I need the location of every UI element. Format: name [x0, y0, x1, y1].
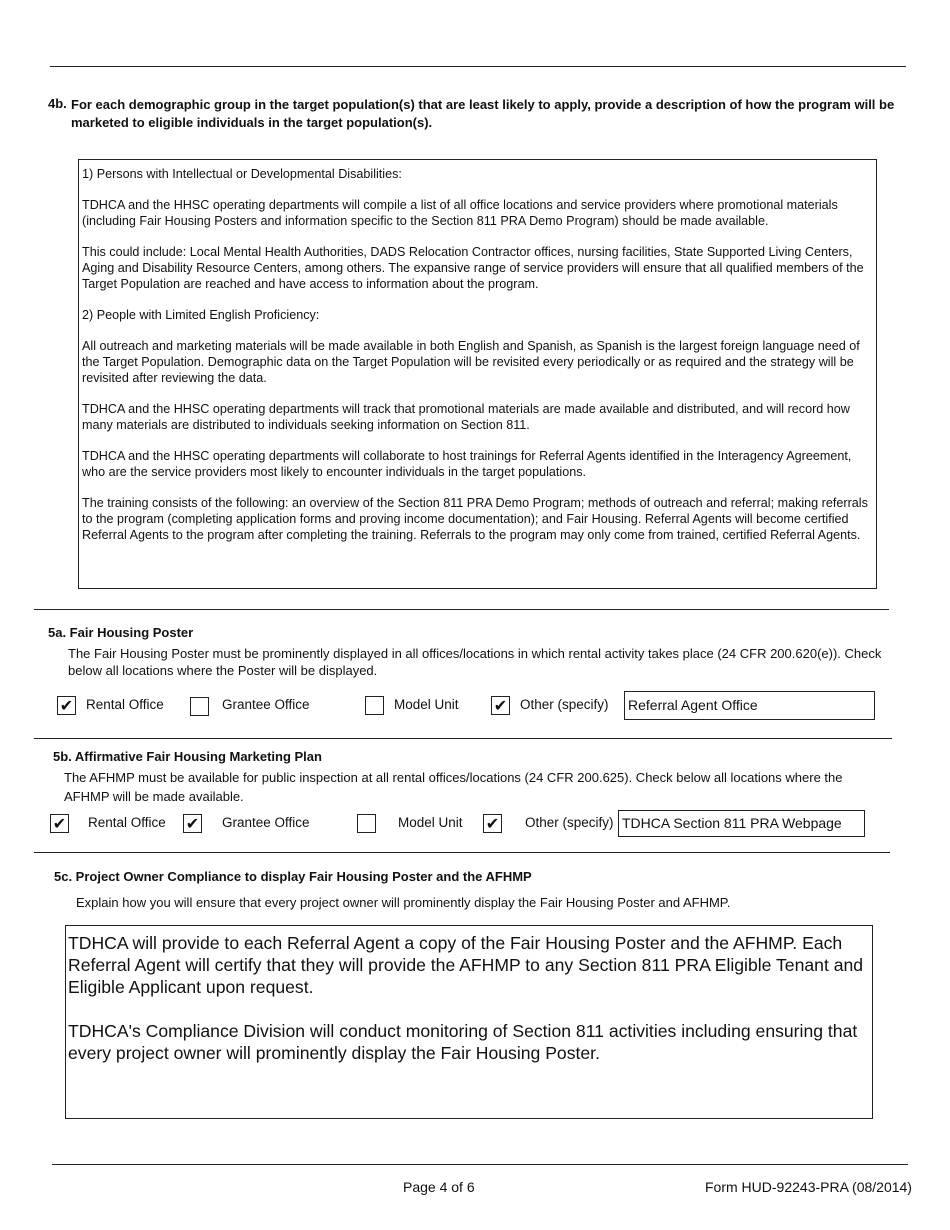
checkbox-5b-other[interactable] [483, 814, 502, 833]
page-number: Page 4 of 6 [403, 1179, 475, 1195]
checkbox-5b-grantee-office-label: Grantee Office [222, 815, 310, 830]
answer-5c-paragraph: TDHCA's Compliance Division will conduct monitoring of Section 811 activities including ensuring that every project owner will prominently display the Fair Housing Poster. [68, 1021, 858, 1063]
checkbox-5a-other-label: Other (specify) [520, 697, 609, 712]
section-5b-instructions: The AFHMP must be available for public inspection at all rental offices/locations (24 CFR 200.625). Check below all locations where the AFHMP will be made available. [64, 770, 843, 804]
checkbox-5b-rental-office[interactable] [50, 814, 69, 833]
answer-4b-textarea[interactable] [78, 159, 877, 589]
question-4b-text: For each demographic group in the target population(s) that are least likely to apply, provide a description of how the program will be marketed to eligible individuals in the target population(s). [71, 97, 895, 130]
checkbox-5b-rental-office-label: Rental Office [88, 815, 166, 830]
section-5a-other-input[interactable]: Referral Agent Office [624, 691, 875, 720]
section-divider [34, 609, 889, 610]
section-5c-instructions: Explain how you will ensure that every project owner will prominently display the Fair Housing Poster and AFHMP. [76, 895, 731, 910]
question-number-4b: 4b. [48, 96, 67, 111]
answer-5c-textarea[interactable] [65, 925, 873, 1119]
top-divider [50, 66, 906, 67]
checkbox-5a-other[interactable] [491, 696, 510, 715]
answer-4b-paragraph: 1) Persons with Intellectual or Developmental Disabilities: [82, 167, 402, 181]
checkbox-5a-rental-office[interactable] [57, 696, 76, 715]
checkbox-5b-grantee-office[interactable] [183, 814, 202, 833]
section-5b-other-input[interactable]: TDHCA Section 811 PRA Webpage [618, 810, 865, 837]
footer-divider [52, 1164, 908, 1165]
section-5b-heading: 5b. Affirmative Fair Housing Marketing Plan [53, 749, 322, 764]
answer-4b-paragraph: All outreach and marketing materials will be made available in both English and Spanish, as Spanish is the largest foreign language need of the Target Population. Demographic data on the Target Population will be revisited every periodically or as required and the strategy will be revisited after reviewing the data. [82, 339, 860, 385]
section-divider [34, 852, 890, 853]
checkbox-5a-model-unit-label: Model Unit [394, 697, 459, 712]
checkbox-5b-model-unit-label: Model Unit [398, 815, 463, 830]
section-5c-heading: 5c. Project Owner Compliance to display Fair Housing Poster and the AFHMP [54, 869, 532, 884]
answer-4b-paragraph: TDHCA and the HHSC operating departments will compile a list of all office locations and service providers where promotional materials (including Fair Housing Posters and information specific to the Section 811 PRA Demo Program) should be made available. [82, 198, 838, 228]
checkbox-5a-grantee-office-label: Grantee Office [222, 697, 310, 712]
checkmark-icon: ✔ [485, 814, 500, 833]
answer-4b-paragraph: 2) People with Limited English Proficiency: [82, 308, 320, 322]
section-divider [34, 738, 892, 739]
section-5a-instructions: The Fair Housing Poster must be prominently displayed in all offices/locations in which rental activity takes place (24 CFR 200.620(e)). Check below all locations where the Poster will be displayed. [68, 646, 882, 678]
checkbox-5a-model-unit[interactable] [365, 696, 384, 715]
checkbox-5b-other-label: Other (specify) [525, 815, 614, 830]
answer-4b-paragraph: This could include: Local Mental Health Authorities, DADS Relocation Contractor offices, nursing facilities, State Supported Living Centers, Aging and Disability Resource Centers, among others. The expansive range of service providers will ensure that all qualified members of the Target Population are reached and have access to information about the program. [82, 245, 864, 291]
checkmark-icon: ✔ [52, 814, 67, 833]
checkmark-icon: ✔ [185, 814, 200, 833]
checkmark-icon: ✔ [59, 696, 74, 715]
form-identifier: Form HUD-92243-PRA (08/2014) [705, 1179, 912, 1195]
answer-4b-paragraph: The training consists of the following: an overview of the Section 811 PRA Demo Program; methods of outreach and referral; making referrals to the program (completing application forms and proving income documentation); and Fair Housing. Referral Agents will become certified Referral Agents to the program after completing the training. Referrals to the program may only come from trained, certified Referral Agents. [82, 496, 868, 542]
checkbox-5b-model-unit[interactable] [357, 814, 376, 833]
answer-5c-paragraph: TDHCA will provide to each Referral Agent a copy of the Fair Housing Poster and the AFHMP. Each Referral Agent will certify that they will provide the AFHMP to any Section 811 PRA Eligible Tenant and Eligible Applicant upon request. [68, 933, 864, 997]
checkbox-5a-grantee-office[interactable] [190, 697, 209, 716]
answer-4b-paragraph: TDHCA and the HHSC operating departments will collaborate to host trainings for Referral Agents identified in the Interagency Agreement, who are the service providers most likely to encounter individuals in the target populations. [82, 449, 852, 479]
section-5a-heading: 5a. Fair Housing Poster [48, 625, 194, 640]
checkbox-5a-rental-office-label: Rental Office [86, 697, 164, 712]
answer-4b-paragraph: TDHCA and the HHSC operating departments will track that promotional materials are made available and distributed, and will record how many materials are distributed to individuals seeking information on Section 811. [82, 402, 850, 432]
checkmark-icon: ✔ [493, 696, 508, 715]
